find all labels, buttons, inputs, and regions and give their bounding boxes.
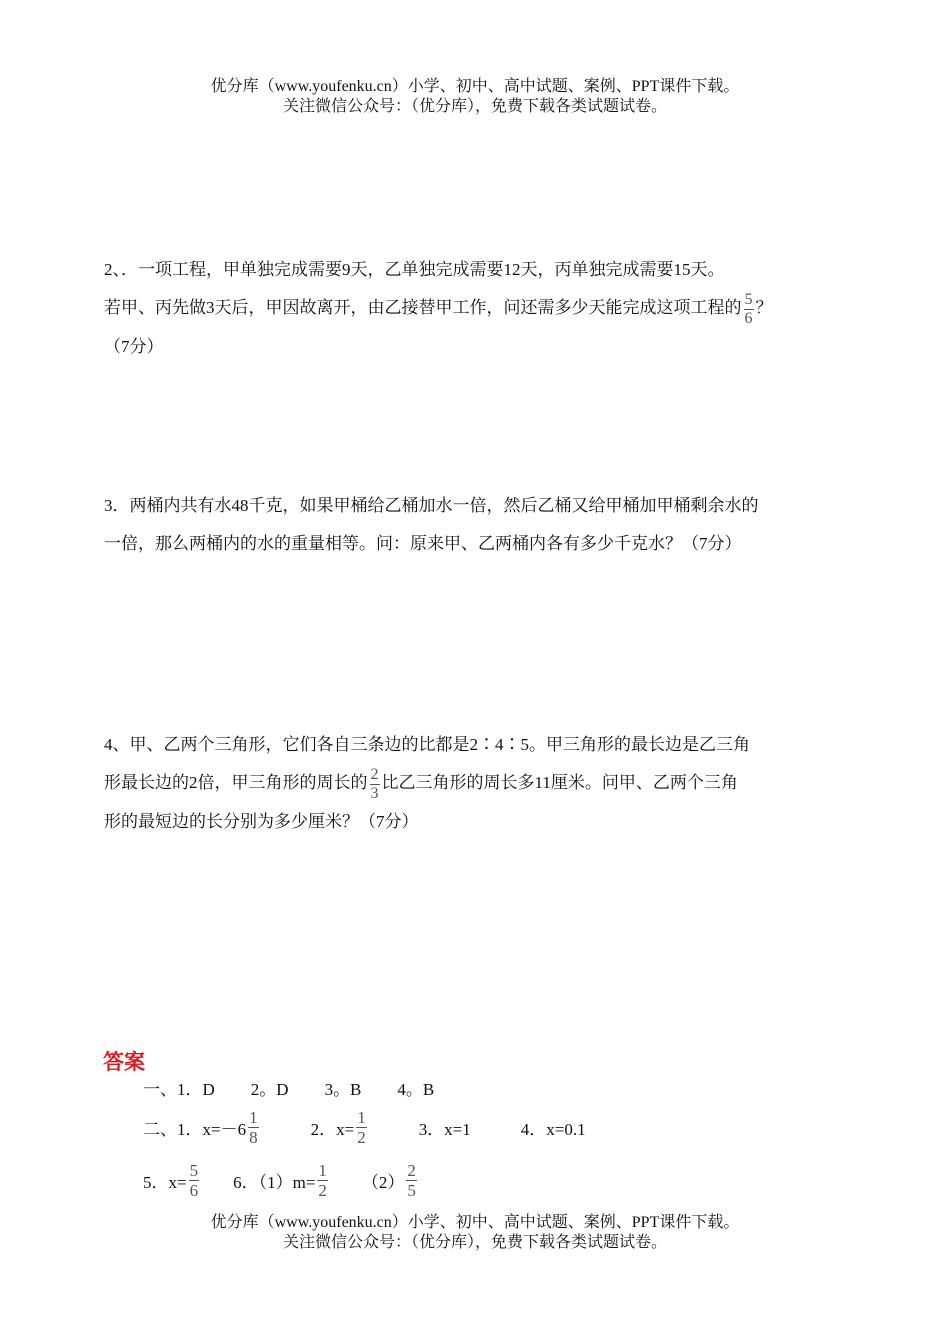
fraction-numerator: 1 — [357, 1107, 366, 1127]
fraction-denominator: 2 — [357, 1127, 366, 1147]
question-2 — [104, 251, 864, 366]
fraction-numerator: 5 — [189, 1160, 199, 1180]
answer-1-3: 3。B — [324, 1079, 362, 1099]
answer-3-5: 5．x= — [143, 1172, 187, 1192]
fraction-one-eighth — [248, 1108, 259, 1147]
fraction-denominator: 6 — [744, 309, 753, 327]
question-2-line-2 — [104, 289, 864, 328]
answer-3-6b: （2） — [361, 1172, 405, 1192]
answer-2-4: 4．x=0.1 — [520, 1119, 586, 1139]
question-3-line-1: 3．两桶内共有水48千克，如果甲桶给乙桶加水一倍，然后乙桶又给甲桶加甲桶剩余水的 — [104, 496, 759, 515]
fraction-numerator: 2 — [370, 765, 379, 783]
answers-row-2 — [143, 1102, 586, 1152]
answer-2-1: 二、1．x=－6 — [143, 1119, 247, 1139]
question-3-line-2: 一倍，那么两桶内的水的重量相等。问：原来甲、乙两桶内各有多少千克水？（7分） — [104, 534, 742, 553]
answer-1-1: 一、1．D — [143, 1079, 215, 1099]
fraction-denominator: 3 — [370, 784, 379, 802]
answer-1-4: 4。B — [397, 1079, 435, 1099]
fraction-numerator: 1 — [318, 1160, 327, 1180]
answers-title: 答案 — [103, 1050, 145, 1074]
question-4-line-2-text: 形最长边的2倍，甲三角形的周长的 — [104, 773, 368, 792]
answer-3-6: 6．（1）m= — [233, 1172, 316, 1192]
question-4-line-3: 形的最短边的长分别为多少厘米？（7分） — [104, 811, 419, 831]
fraction-denominator: 2 — [318, 1180, 327, 1200]
fraction-one-half-answer — [317, 1161, 328, 1200]
header-line-2: 关注微信公众号：（优分库），免费下载各类试题试卷。 — [282, 98, 667, 115]
fraction-one-half — [356, 1108, 367, 1147]
footer-line-1: 优分库（www.youfenku.cn）小学、初中、高中试题、案例、PPT课件下载。 — [210, 1214, 740, 1231]
fraction-numerator: 5 — [744, 290, 753, 308]
answer-2-2: 2．x= — [310, 1119, 355, 1139]
question-2-line-2-text: 若甲、丙先做3天后，甲因故离开，由乙接替甲工作，问还需多少天能完成这项工程的 — [104, 298, 742, 317]
question-2-line-2-end: ？ — [755, 298, 773, 317]
fraction-five-sixths-answer — [189, 1161, 200, 1200]
fraction-denominator: 5 — [407, 1180, 416, 1200]
question-4 — [104, 726, 864, 841]
question-4-line-1: 4、甲、乙两个三角形，它们各自三条边的比都是2∶4∶5。甲三角形的最长边是乙三角 — [104, 735, 750, 754]
page-footer — [0, 1213, 950, 1253]
question-2-line-1: 2、．一项工程，甲单独完成需要9天，乙单独完成需要12天，丙单独完成需要15天。 — [104, 260, 725, 279]
answer-2-3: 3．x=1 — [418, 1119, 471, 1139]
fraction-numerator: 1 — [249, 1107, 258, 1127]
page-header — [0, 77, 950, 117]
fraction-numerator: 2 — [407, 1160, 416, 1180]
header-line-1: 优分库（www.youfenku.cn）小学、初中、高中试题、案例、PPT课件下载。 — [210, 78, 740, 95]
fraction-denominator: 6 — [189, 1180, 199, 1200]
question-2-points: （7分） — [104, 336, 164, 356]
question-4-line-2 — [104, 764, 864, 803]
question-4-line-2-end: 比乙三角形的周长多11厘米。问甲、乙两个三角 — [381, 773, 738, 792]
question-3 — [104, 487, 864, 563]
fraction-denominator: 8 — [249, 1127, 258, 1147]
answers-row-3 — [143, 1155, 419, 1205]
fraction-two-fifths — [406, 1161, 417, 1200]
fraction-two-thirds — [370, 766, 380, 803]
answer-1-2: 2。D — [250, 1079, 289, 1099]
footer-line-2: 关注微信公众号：（优分库），免费下载各类试题试卷。 — [282, 1234, 667, 1251]
fraction-five-sixths — [744, 291, 754, 328]
